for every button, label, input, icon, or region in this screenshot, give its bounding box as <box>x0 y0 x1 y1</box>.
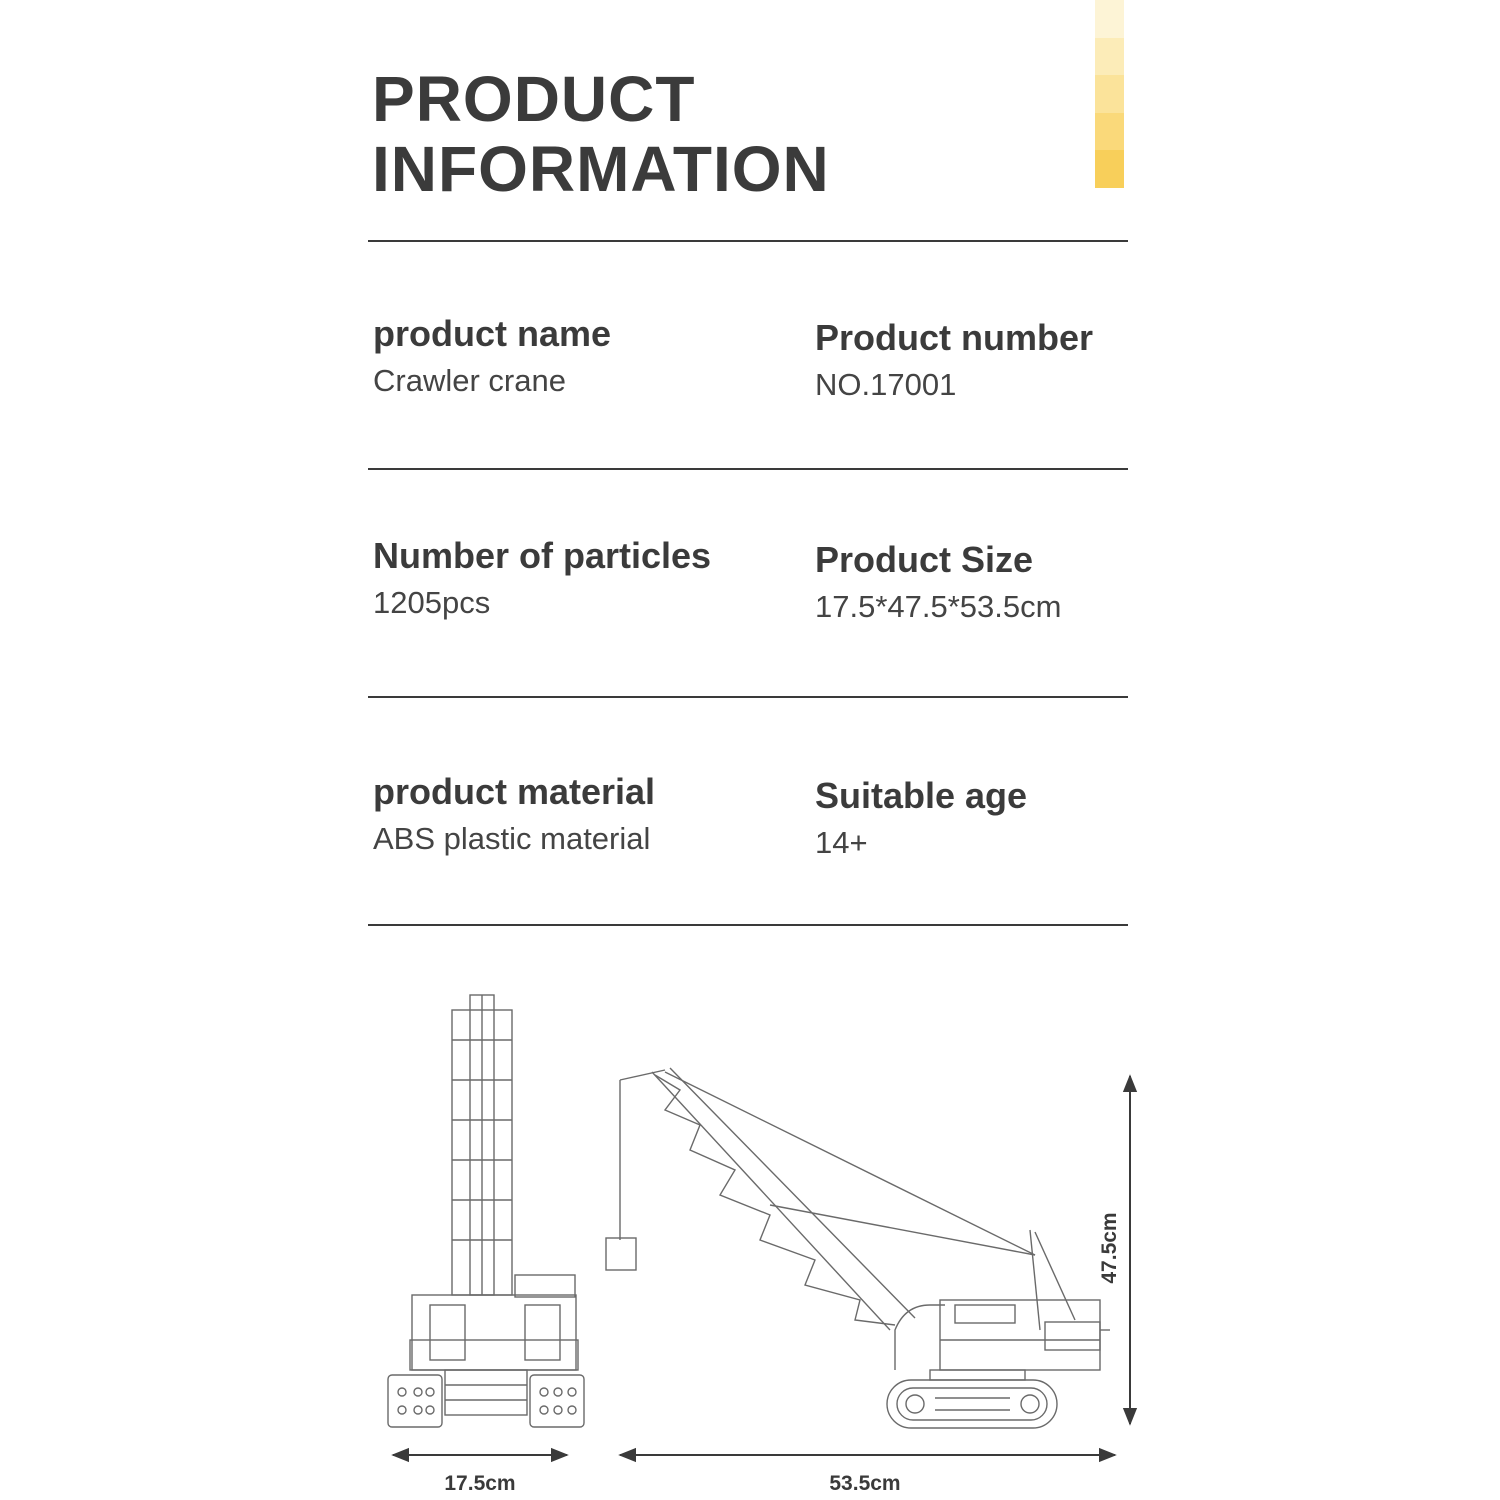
dimension-label-height: 47.5cm <box>1098 1212 1121 1284</box>
accent-segment <box>1095 0 1124 38</box>
accent-segment <box>1095 75 1124 113</box>
info-label: Number of particles <box>373 535 712 576</box>
dimension-label-width: 17.5cm <box>444 1472 516 1495</box>
info-product-number <box>815 316 1093 405</box>
accent-gradient-bar <box>1095 0 1124 188</box>
info-age <box>815 774 1027 863</box>
info-value: 14+ <box>815 825 868 860</box>
info-label: Product Size <box>815 539 1034 580</box>
info-label: product material <box>373 771 656 812</box>
side-view <box>606 1068 1110 1428</box>
divider <box>368 240 1128 242</box>
accent-segment <box>1095 113 1124 151</box>
info-value: 1205pcs <box>373 585 491 620</box>
info-product-name <box>373 312 611 401</box>
accent-segment <box>1095 38 1124 76</box>
info-material <box>373 770 655 859</box>
page-title <box>372 64 830 204</box>
accent-segment <box>1095 150 1124 188</box>
info-particles <box>373 534 711 623</box>
divider <box>368 924 1128 926</box>
info-value: ABS plastic material <box>373 821 651 856</box>
info-value: NO.17001 <box>815 367 957 402</box>
divider <box>368 468 1128 470</box>
info-label: Product number <box>815 317 1094 358</box>
info-value: Crawler crane <box>373 363 566 398</box>
dimension-label-length: 53.5cm <box>829 1472 901 1495</box>
info-size <box>815 538 1061 627</box>
title-line-2: INFORMATION <box>372 133 830 205</box>
info-label: product name <box>373 313 612 354</box>
divider <box>368 696 1128 698</box>
info-label: Suitable age <box>815 775 1028 816</box>
crane-diagram <box>380 980 1150 1500</box>
front-view <box>388 995 584 1427</box>
title-line-1: PRODUCT <box>372 63 696 135</box>
info-value: 17.5*47.5*53.5cm <box>815 589 1062 624</box>
